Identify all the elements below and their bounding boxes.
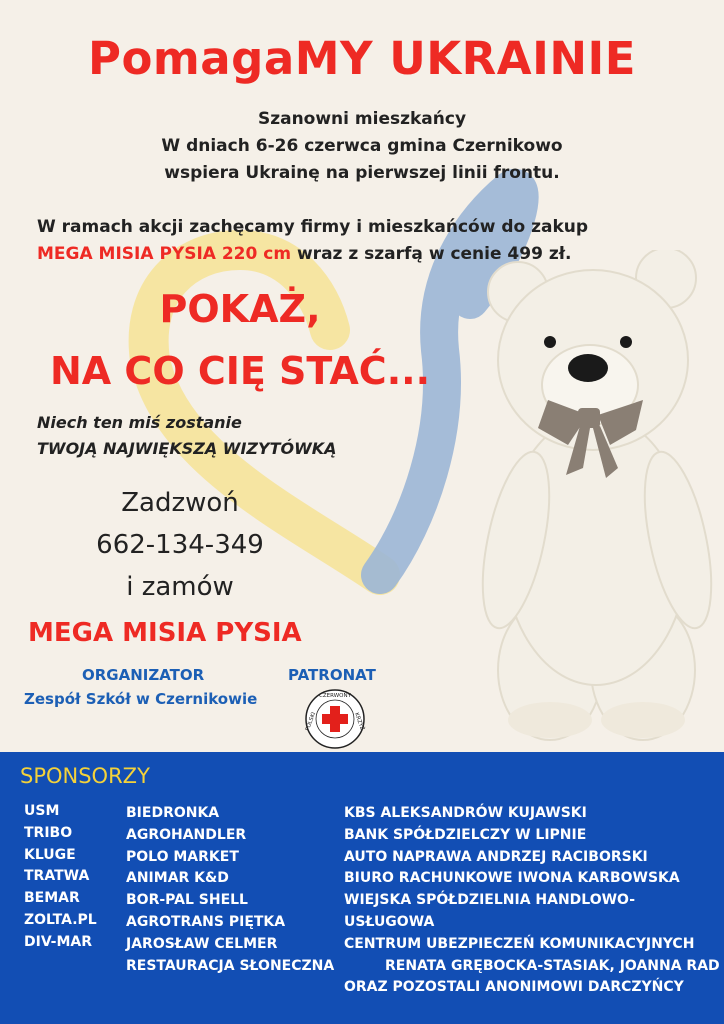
page-title: PomagaMY UKRAINIE [87,32,637,85]
sponsors-column-3 [344,803,724,999]
sponsors-column-1 [24,801,97,954]
product-name: MEGA MISIA PYSIA [28,618,302,648]
sponsor-item: TRIBO [24,824,73,841]
sponsor-item: AUTO NAPRAWA ANDRZEJ RACIBORSKI [344,848,648,865]
sponsors-title: SPONSORZY [20,764,150,788]
sponsor-item: AGROHANDLER [126,826,247,843]
campaign-text [37,214,588,268]
slogan-line-2: NA CO CIĘ STAĆ... [49,349,431,393]
sponsor-item: BIEDRONKA [126,805,220,821]
phone-number[interactable]: 662-134-349 [96,530,264,560]
sponsor-item: JAROSŁAW CELMER [126,935,278,952]
intro-line-1: Szanowni mieszkańcy [257,109,467,129]
red-cross-logo [304,688,366,750]
slogan-line-1: POKAŻ, [159,287,321,331]
sponsor-item: BEMAR [24,890,80,907]
svg-text:CZERWONY: CZERWONY [319,693,351,699]
sponsor-item: KLUGE [24,846,76,863]
call-to-action [60,482,300,608]
organizer-name: Zespół Szkół w Czernikowie [24,690,258,708]
intro-line-2: W dniach 6-26 czerwca gmina Czernikowo [161,136,563,156]
campaign-line-2 [37,241,588,268]
sponsor-item: RESTAURACJA SŁONECZNA [126,957,335,974]
sponsor-item: RENATA GRĘBOCKA-STASIAK, JOANNA RAD [385,957,720,974]
slogan [40,278,440,402]
call-line-1: Zadzwoń [121,488,239,518]
sponsor-item: ZOLTA.PL [24,911,97,928]
campaign-line-1: W ramach akcji zachęcamy firmy i mieszkańców do zakup [37,217,589,237]
sponsor-item: DIV-MAR [24,933,93,950]
sponsor-item: POLO MARKET [126,848,239,865]
sponsor-item: WIEJSKA SPÓŁDZIELNIA HANDLOWO-USŁUGOWA [344,892,636,930]
patron-label: PATRONAT [288,666,376,684]
sponsor-item: BIURO RACHUNKOWE IWONA KARBOWSKA [344,870,680,887]
campaign-price: wraz z szarfą w cenie 499 zł. [291,244,572,264]
svg-text:KRZYŻ: KRZYŻ [352,712,365,732]
sponsor-item: ORAZ POZOSTALI ANONIMOWI DARCZYŃCY [344,979,684,996]
tagline [37,410,337,462]
sponsor-item: AGROTRANS PIĘTKA [126,913,286,930]
sponsor-item: USM [24,803,60,819]
tagline-line-1: Niech ten miś zostanie [37,413,242,432]
sponsor-item: CENTRUM UBEZPIECZEŃ KOMUNIKACYJNYCH [344,935,695,952]
sponsor-item: BANK SPÓŁDZIELCZY W LIPNIE [344,826,587,843]
campaign-highlight: MEGA MISIA PYSIA 220 cm [37,244,292,264]
svg-text:POLSKI: POLSKI [304,711,318,732]
sponsor-item: KBS ALEKSANDRÓW KUJAWSKI [344,805,587,821]
call-line-3: i zamów [126,572,234,602]
intro-line-3: wspiera Ukrainę na pierwszej linii frontu. [164,163,560,183]
tagline-line-2: TWOJĄ NAJWIĘKSZĄ WIZYTÓWKĄ [37,439,337,458]
sponsor-item: BOR-PAL SHELL [126,892,248,909]
sponsor-item: TRATWA [24,868,90,885]
sponsors-column-2 [126,803,334,977]
intro-text [0,106,724,187]
teddy-bear-image [478,250,718,750]
sponsor-item: ANIMAR K&D [126,870,229,887]
organizer-label: ORGANIZATOR [82,666,205,684]
